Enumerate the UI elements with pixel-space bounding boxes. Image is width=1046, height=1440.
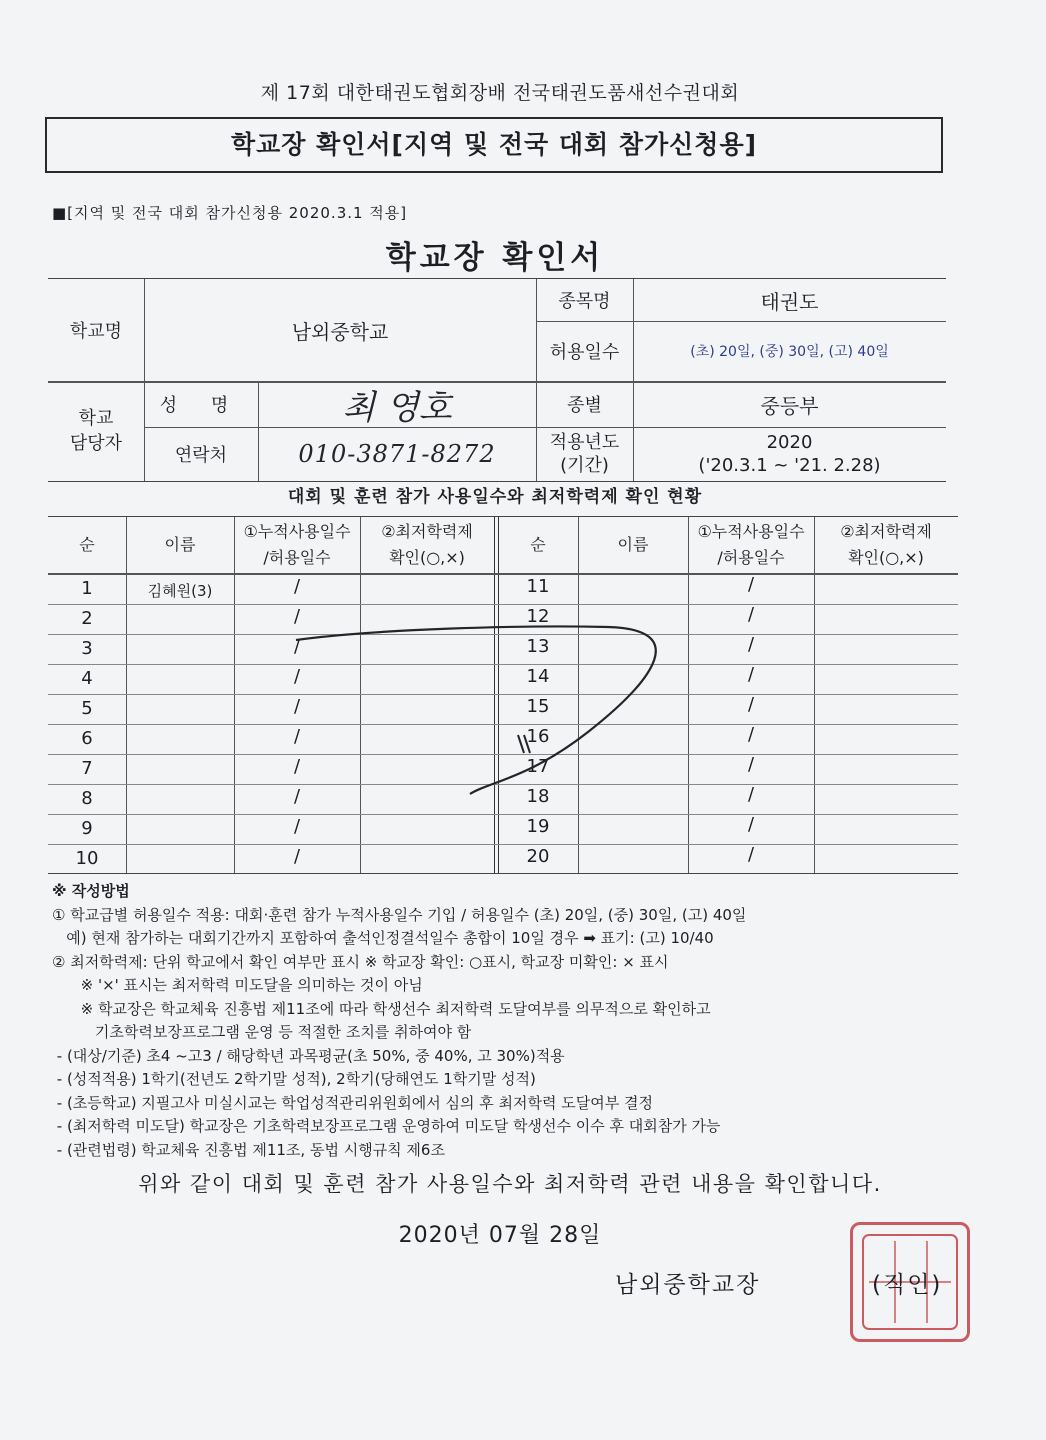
header-min-left-l1: ②최저학력제 [381, 522, 473, 541]
method-line: - (대상/기준) 초4 ~고3 / 해당학년 과목평균(초 50%, 중 40%, 고 30%)적용 [52, 1046, 565, 1065]
event-label: 종목명 [558, 291, 611, 312]
competition-title: 제 17회 대한태권도협회장배 전국태권도품새선수권대회 [260, 82, 740, 104]
participation-status-table [48, 516, 958, 874]
manager-label-line2: 담당자 [69, 433, 123, 454]
issue-date: 2020년 07월 28일 [398, 1223, 602, 1248]
school-name-value: 남외중학교 [291, 319, 389, 344]
method-title: ※ 작성방법 [52, 882, 130, 900]
row-number: 4 [81, 668, 93, 689]
days-used-cell: / [293, 786, 301, 807]
method-line: - (초등학교) 지필고사 미실시교는 학업성적관리위원회에서 심의 후 최저학력 도달여부 결정 [52, 1093, 653, 1112]
row-number: 14 [526, 666, 550, 687]
days-used-cell: / [747, 844, 755, 865]
header-no-right: 순 [530, 535, 546, 554]
manager-label-line1: 학교 [78, 408, 114, 429]
division-value: 중등부 [760, 393, 819, 418]
year-value-line1: 2020 [766, 432, 813, 453]
row-number: 10 [75, 848, 99, 869]
days-used-cell: / [747, 574, 755, 595]
row-number: 3 [81, 638, 93, 659]
method-line: ※ '×' 표시는 최저학력 미도달을 의미하는 것이 아님 [52, 976, 423, 994]
header-no-left: 순 [79, 535, 95, 554]
writing-method-notes [52, 880, 972, 1162]
row-number: 18 [526, 786, 550, 807]
row-number: 17 [526, 756, 550, 777]
manager-name-handwritten: 최 영호 [342, 387, 452, 428]
year-value [633, 427, 946, 481]
days-used-cell: / [293, 576, 301, 597]
row-number: 13 [526, 636, 550, 657]
method-line: 기초학력보장프로그램 운영 등 적절한 조치를 취하여야 함 [52, 1023, 472, 1041]
division-label: 종별 [567, 395, 602, 416]
header-days-left-l2: /허용일수 [263, 548, 331, 567]
manager-label [48, 381, 144, 481]
year-label [536, 427, 633, 481]
strike-through-mark [48, 517, 958, 873]
year-label-line2: (기간) [560, 455, 609, 476]
row-number: 1 [81, 578, 93, 599]
row-number: 12 [526, 606, 550, 627]
contact-label: 연락처 [174, 445, 228, 466]
row-number: 16 [526, 726, 550, 747]
header-name-left: 이름 [164, 535, 196, 554]
method-line: - (성적적용) 1학기(전년도 2학기말 성적), 2학기(당해연도 1학기말 성적) [52, 1070, 536, 1088]
applicability-note: ■[지역 및 전국 대회 참가신청용 2020.3.1 적용] [52, 204, 408, 222]
method-line: ① 학교급별 허용일수 적용: 대회·훈련 참가 누적사용일수 기입 / 허용일수 (초) 20일, (중) 30일, (고) 40일 [52, 905, 747, 924]
header-days-right-l2: /허용일수 [717, 548, 785, 567]
days-used-cell: / [747, 634, 755, 655]
days-used-cell: / [293, 756, 301, 777]
row-number: 11 [526, 576, 550, 597]
event-value: 태권도 [760, 289, 819, 314]
method-line: - (최저학력 미도달) 학교장은 기초학력보장프로그램 운영하여 미도달 학생선수 이수 후 대회참가 가능 [52, 1117, 721, 1135]
days-used-cell: / [747, 814, 755, 835]
principal-title: 남외중학교장 [615, 1272, 761, 1298]
days-used-cell: / [293, 606, 301, 627]
days-used-cell: / [293, 846, 301, 867]
header-min-right-l2: 확인(○,×) [848, 548, 924, 567]
method-line: 예) 현재 참가하는 대회기간까지 포함하여 출석인정결석일수 총합이 10일 경우 ➡ 표기: (고) 10/40 [52, 929, 714, 947]
confirmation-statement: 위와 같이 대회 및 훈련 참가 사용일수와 최저학력 관련 내용을 확인합니다. [138, 1172, 882, 1196]
days-used-cell: / [747, 664, 755, 685]
row-number: 7 [81, 758, 93, 779]
days-used-cell: / [747, 754, 755, 775]
method-line: ※ 학교장은 학교체육 진흥법 제11조에 따라 학생선수 최저학력 도달여부를 의무적으로 확인하고 [52, 999, 711, 1018]
year-value-line2: ('20.3.1 ~ '21. 2.28) [698, 455, 881, 476]
header-days-right-l1: ①누적사용일수 [697, 522, 805, 541]
status-section-title: 대회 및 훈련 참가 사용일수와 최저학력제 확인 현황 [287, 487, 703, 507]
school-name-label: 학교명 [69, 321, 123, 342]
allowed-days-label: 허용일수 [549, 342, 620, 363]
header-name-right: 이름 [617, 535, 649, 554]
days-used-cell: / [293, 666, 301, 687]
row-number: 20 [526, 846, 550, 867]
header-days-left-l1: ①누적사용일수 [243, 522, 351, 541]
days-used-cell: / [293, 726, 301, 747]
name-label: 성 명 [159, 395, 243, 416]
row-number: 15 [526, 696, 550, 717]
student-name: 김혜원(3) [147, 582, 213, 600]
allowed-days-value: (초) 20일, (중) 30일, (고) 40일 [690, 344, 889, 360]
row-number: 6 [81, 728, 93, 749]
header-min-left-l2: 확인(○,×) [389, 548, 465, 567]
row-number: 2 [81, 608, 93, 629]
contact-handwritten: 010-3871-8272 [298, 440, 496, 468]
boxed-document-title: 학교장 확인서[지역 및 전국 대회 참가신청용] [45, 117, 943, 173]
days-used-cell: / [747, 784, 755, 805]
days-used-cell: / [293, 696, 301, 717]
year-label-line1: 적용년도 [549, 432, 620, 453]
days-used-cell: / [293, 816, 301, 837]
days-used-cell: / [747, 694, 755, 715]
method-line: ② 최저학력제: 단위 학교에서 확인 여부만 표시 ※ 학교장 확인: ○표시, 학교장 미확인: × 표시 [52, 952, 669, 971]
row-number: 5 [81, 698, 93, 719]
days-used-cell: / [293, 636, 301, 657]
row-number: 9 [81, 818, 93, 839]
header-min-right-l1: ②최저학력제 [840, 522, 932, 541]
row-number: 19 [526, 816, 550, 837]
days-used-cell: / [747, 724, 755, 745]
school-info-table [48, 278, 946, 482]
days-used-cell: / [747, 604, 755, 625]
row-number: 8 [81, 788, 93, 809]
document-title: 학교장 확인서 [385, 240, 605, 276]
seal-label: (직인) [872, 1272, 943, 1298]
method-line: - (관련법령) 학교체육 진흥법 제11조, 동법 시행규칙 제6조 [52, 1140, 445, 1159]
